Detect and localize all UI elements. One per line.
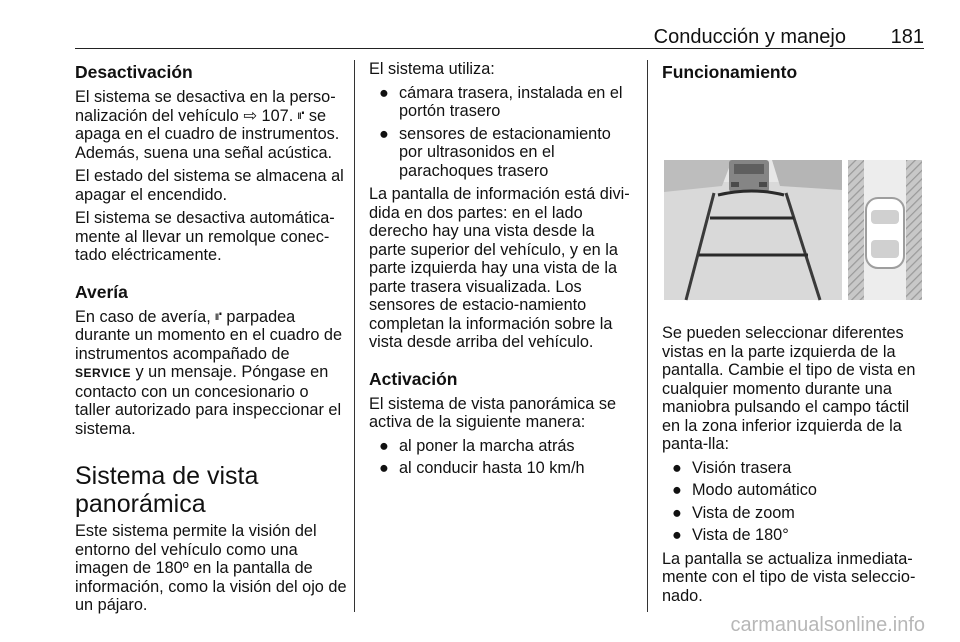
bullet-icon: ● (672, 481, 682, 499)
view-options-list (662, 459, 924, 545)
text: se apaga en el cuadro de instrumentos. Además, suena una señal acústica. (75, 106, 340, 162)
camera-warning-icon: ⑈ (297, 109, 305, 122)
list-item (662, 504, 924, 523)
page-reference-link[interactable]: ⇨ 107. (243, 106, 294, 125)
deactivation-paragraph-2: El estado del sistema se almacena al apagar el encendido. (75, 167, 344, 204)
column-2 (369, 60, 633, 483)
fault-paragraph (75, 308, 347, 439)
page-number: 181 (890, 26, 924, 48)
page-header (75, 24, 924, 49)
deactivation-paragraph-3: El sistema se desactiva automática-mente al llevar un remolque conec-tado eléctricamente. (75, 209, 335, 264)
list-item (369, 125, 633, 181)
list-item (662, 526, 924, 545)
text: y un mensaje. Póngase en contacto con un concesionario o taller autorizado para inspeccionar el sistema. (75, 363, 342, 438)
display-paragraph: La pantalla de información está divi-dida en dos partes: en el lado derecho hay una vista desde la parte superior del vehículo, y en la parte izquierda hay una vista de la parte trasera visualizada. Los sensores de estacio-namiento completan la información sobre la vista desde arriba del vehículo. (369, 185, 630, 351)
panoramic-system-paragraph: Este sistema permite la visión del entorno del vehículo como una imagen de 180º en la pantalla de información, como la visión del ojo de un pájaro. (75, 522, 347, 614)
bullet-icon: ● (379, 124, 389, 143)
activation-heading: Activación (369, 368, 458, 389)
deactivation-heading: Desactivación (75, 62, 193, 82)
bullet-icon: ● (379, 436, 389, 455)
bullet-icon: ● (672, 458, 682, 477)
panoramic-system-heading: Sistema de vista panorámica (75, 462, 259, 518)
list-item-text: al conducir hasta 10 km/h (399, 459, 585, 477)
text: El sistema se desactiva en la perso-nalización del vehículo (75, 88, 336, 125)
column-divider (647, 60, 648, 612)
list-item (369, 437, 633, 456)
list-item-text: sensores de estacionamiento por ultrasonidos en el parachoques trasero (399, 124, 611, 180)
watermark: carmanualsonline.info (730, 614, 925, 636)
list-item-text: Visión trasera (692, 458, 792, 477)
text: En caso de avería, (75, 307, 216, 326)
list-item (369, 459, 633, 478)
update-paragraph: La pantalla se actualiza inmediata-mente con el tipo de vista seleccio-nado. (662, 549, 916, 605)
activation-paragraph: El sistema de vista panorámica se activa de la siguiente manera: (369, 394, 617, 431)
column-1 (75, 60, 347, 620)
bullet-icon: ● (379, 459, 389, 477)
uses-intro: El sistema utiliza: (369, 60, 495, 78)
chapter-title: Conducción y manejo (653, 26, 846, 48)
list-item (369, 84, 633, 121)
bullet-icon: ● (672, 503, 682, 522)
column-3 (662, 60, 924, 610)
list-item-text: Vista de 180° (692, 526, 789, 544)
list-item-text: Vista de zoom (692, 503, 795, 522)
activation-list (369, 437, 633, 478)
list-item-text: Modo automático (692, 481, 817, 499)
bullet-icon: ● (672, 526, 682, 544)
panoramic-view-illustration (662, 90, 924, 310)
service-indicator: SERVICE (75, 366, 131, 380)
operation-heading: Funcionamiento (662, 62, 798, 82)
camera-warning-icon: ⑈ (215, 310, 222, 323)
uses-list (369, 84, 633, 181)
fault-heading: Avería (75, 281, 128, 302)
list-item-text: cámara trasera, instalada en el portón trasero (399, 83, 623, 120)
operation-paragraph: Se pueden seleccionar diferentes vistas en la parte izquierda de la pantalla. Cambie el tipo de vista en cualquier momento durante una maniobra pulsando el campo táctil en la zona inferior izquierda de la panta-lla: (662, 324, 916, 453)
text: parpadea durante un momento en el cuadro de instrumentos acompañado de (75, 307, 343, 363)
column-divider (354, 60, 355, 612)
list-item (662, 481, 924, 500)
bullet-icon: ● (379, 83, 389, 102)
deactivation-paragraph-1 (75, 88, 347, 162)
camera-screen-image (662, 90, 924, 310)
list-item (662, 459, 924, 478)
list-item-text: al poner la marcha atrás (399, 436, 575, 455)
